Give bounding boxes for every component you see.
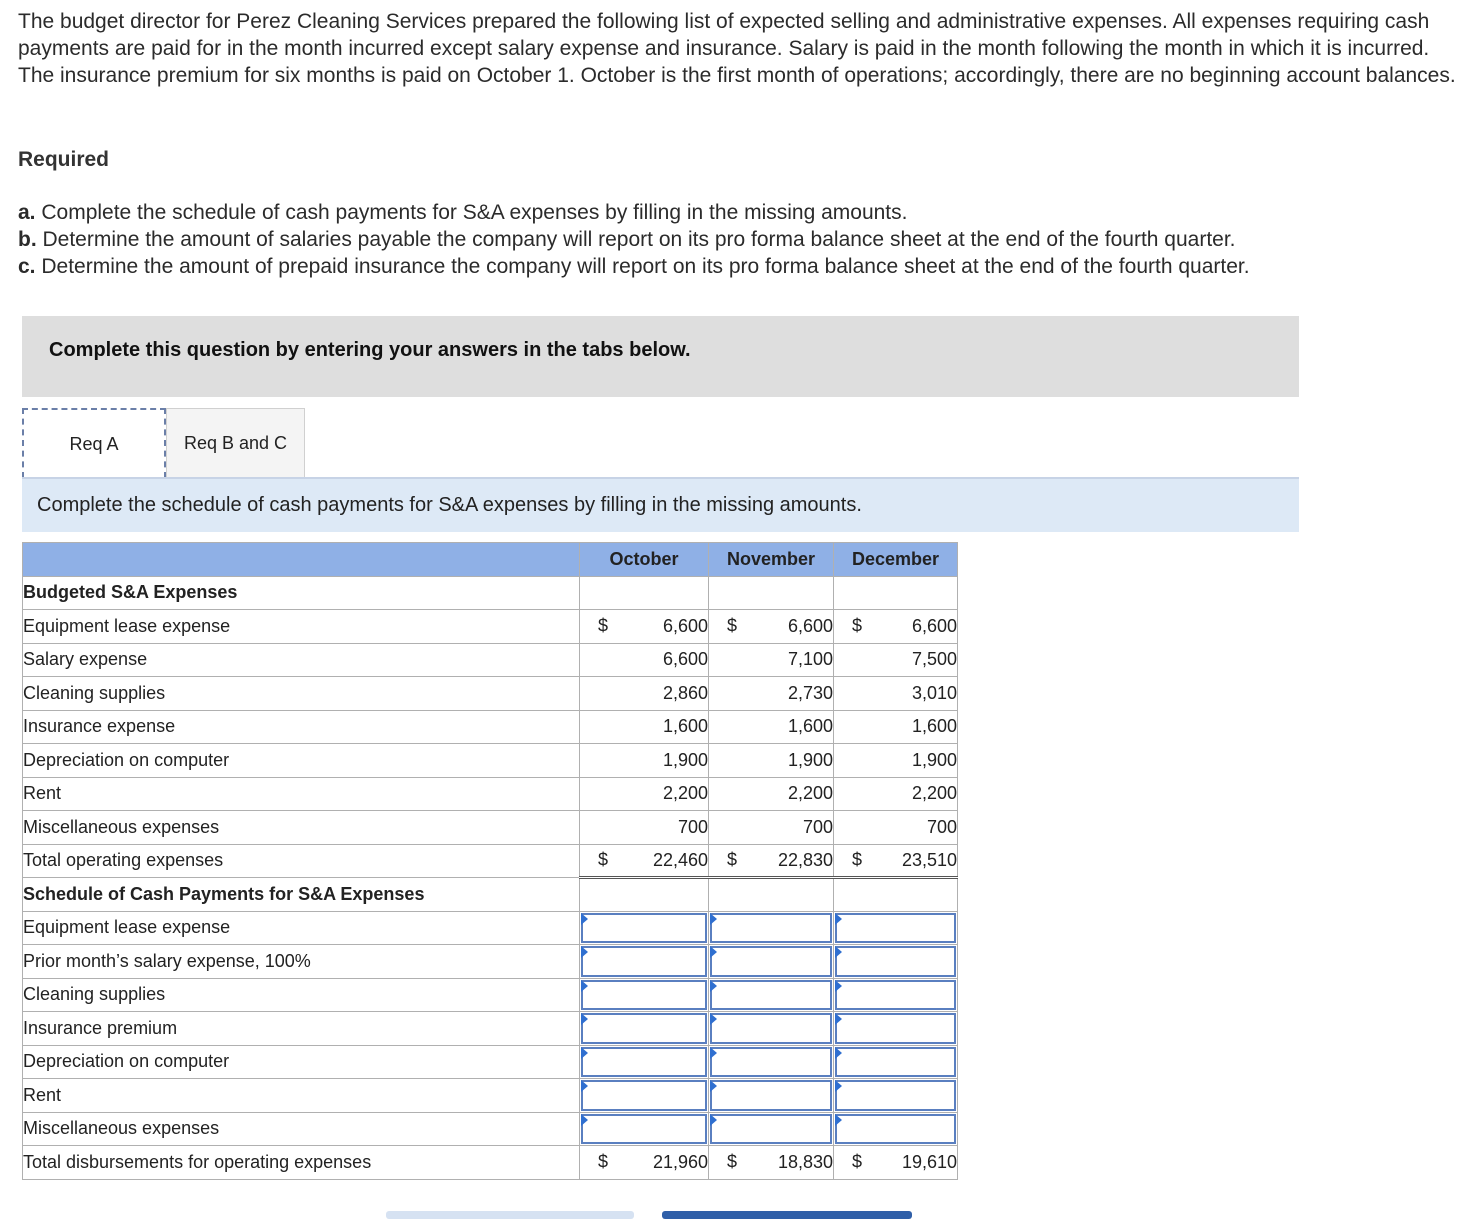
dollar-sign: $ xyxy=(727,1151,738,1172)
table-row xyxy=(23,1012,958,1046)
amount-input[interactable] xyxy=(835,1013,956,1044)
header-october: October xyxy=(580,543,709,577)
empty-cell xyxy=(580,878,709,912)
requirements-list xyxy=(18,199,1250,280)
dollar-sign: $ xyxy=(852,615,863,636)
table-row xyxy=(23,878,958,912)
cell xyxy=(834,710,958,744)
row-label: Equipment lease expense xyxy=(23,610,580,644)
cell-value: 700 xyxy=(677,816,708,837)
total-disbursements-december xyxy=(834,1146,958,1180)
row-label: Depreciation on computer xyxy=(23,1045,580,1079)
cell xyxy=(709,677,834,711)
amount-input[interactable] xyxy=(710,913,832,944)
tab-req-a[interactable]: Req A xyxy=(22,408,166,478)
cell xyxy=(580,710,709,744)
empty-cell xyxy=(834,878,958,912)
input-cell-december xyxy=(834,1079,958,1113)
prev-tab-button[interactable] xyxy=(386,1211,634,1219)
row-label: Cleaning supplies xyxy=(23,677,580,711)
input-cell-november xyxy=(709,978,834,1012)
input-cell-november xyxy=(709,1045,834,1079)
input-cell-december xyxy=(834,978,958,1012)
cell-value: 1,900 xyxy=(787,749,833,770)
cell-value: 700 xyxy=(926,816,957,837)
amount-input[interactable] xyxy=(835,1047,956,1078)
cell xyxy=(834,610,958,644)
input-cell-november xyxy=(709,911,834,945)
dollar-sign: $ xyxy=(598,1151,609,1172)
amount-input[interactable] xyxy=(581,946,707,977)
cell xyxy=(834,844,958,878)
input-cell-december xyxy=(834,1045,958,1079)
amount-input[interactable] xyxy=(581,1047,707,1078)
row-label: Depreciation on computer xyxy=(23,744,580,778)
input-marker-icon xyxy=(581,913,588,925)
total-disbursements-label: Total disbursements for operating expenses xyxy=(23,1146,580,1180)
table-row xyxy=(23,744,958,778)
table-row xyxy=(23,610,958,644)
cell-value: 7,100 xyxy=(787,649,833,670)
row-label: Salary expense xyxy=(23,643,580,677)
header-blank xyxy=(23,543,580,577)
cell-value: 18,830 xyxy=(777,1151,833,1172)
cell-value: 7,500 xyxy=(911,649,957,670)
dollar-sign: $ xyxy=(727,849,738,870)
cell-value: 22,460 xyxy=(652,849,708,870)
input-marker-icon xyxy=(710,913,717,925)
cell-value: 2,860 xyxy=(662,682,708,703)
requirement-c: c. Determine the amount of prepaid insurance the company will report on its pro forma balance sheet at the end of the fourth quarter. xyxy=(18,255,1250,278)
cell-value: 3,010 xyxy=(911,682,957,703)
tab-req-b-and-c[interactable]: Req B and C xyxy=(166,408,305,478)
table-row xyxy=(23,777,958,811)
total-disbursements-november xyxy=(709,1146,834,1180)
cell xyxy=(709,744,834,778)
table-row xyxy=(23,643,958,677)
header-december: December xyxy=(834,543,958,577)
amount-input[interactable] xyxy=(581,1080,707,1111)
amount-input[interactable] xyxy=(835,1114,956,1145)
cell-value: 2,730 xyxy=(787,682,833,703)
dollar-sign: $ xyxy=(852,849,863,870)
requirement-b: b. Determine the amount of salaries payable the company will report on its pro forma balance sheet at the end of the fourth quarter. xyxy=(18,228,1236,251)
input-marker-icon xyxy=(835,980,842,992)
input-cell-october xyxy=(580,1012,709,1046)
cell xyxy=(580,643,709,677)
cell-value: 21,960 xyxy=(652,1151,708,1172)
row-label: Prior month’s salary expense, 100% xyxy=(23,945,580,979)
cell-value: 1,600 xyxy=(662,716,708,737)
amount-input[interactable] xyxy=(710,946,832,977)
banner-text: Complete this question by entering your answers in the tabs below. xyxy=(49,339,691,361)
schedule-heading: Schedule of Cash Payments for S&A Expenses xyxy=(23,878,580,912)
input-cell-october xyxy=(580,978,709,1012)
input-marker-icon xyxy=(581,1013,588,1025)
input-marker-icon xyxy=(581,946,588,958)
empty-cell xyxy=(580,576,709,610)
cell-value: 6,600 xyxy=(787,615,833,636)
table-row xyxy=(23,710,958,744)
input-cell-december xyxy=(834,1012,958,1046)
input-cell-october xyxy=(580,1045,709,1079)
input-marker-icon xyxy=(835,946,842,958)
input-marker-icon xyxy=(581,980,588,992)
dollar-sign: $ xyxy=(852,1151,863,1172)
row-label: Insurance expense xyxy=(23,710,580,744)
empty-cell xyxy=(709,576,834,610)
tab-instruction-box xyxy=(22,479,1299,532)
dollar-sign: $ xyxy=(727,615,738,636)
empty-cell xyxy=(709,878,834,912)
schedule-rows xyxy=(23,911,958,1146)
input-marker-icon xyxy=(835,1114,842,1126)
input-marker-icon xyxy=(835,1013,842,1025)
cell xyxy=(580,677,709,711)
input-cell-november xyxy=(709,1012,834,1046)
total-disbursements-row xyxy=(23,1146,958,1180)
input-marker-icon xyxy=(710,1013,717,1025)
cell-value: 2,200 xyxy=(787,783,833,804)
amount-input[interactable] xyxy=(835,980,956,1011)
required-heading: Required xyxy=(18,148,110,171)
input-marker-icon xyxy=(835,1080,842,1092)
instructions-banner xyxy=(22,316,1299,397)
budget-rows xyxy=(23,610,958,878)
table-row xyxy=(23,978,958,1012)
amount-input[interactable] xyxy=(581,1013,707,1044)
input-marker-icon xyxy=(710,946,717,958)
cell-value: 19,610 xyxy=(901,1151,957,1172)
cell xyxy=(580,744,709,778)
input-cell-december xyxy=(834,1112,958,1146)
amount-input[interactable] xyxy=(710,980,832,1011)
cell xyxy=(709,710,834,744)
cell xyxy=(580,777,709,811)
cell-value: 700 xyxy=(802,816,833,837)
amount-input[interactable] xyxy=(581,913,707,944)
amount-input[interactable] xyxy=(710,1080,832,1111)
dollar-sign: $ xyxy=(598,849,609,870)
cell xyxy=(834,777,958,811)
amount-input[interactable] xyxy=(835,946,956,977)
cell-value: 2,200 xyxy=(911,783,957,804)
cell xyxy=(834,811,958,845)
cell xyxy=(709,610,834,644)
cell xyxy=(580,610,709,644)
input-cell-november xyxy=(709,945,834,979)
problem-intro: The budget director for Perez Cleaning Services prepared the following list of expected selling and administrative expenses. All expenses requiring cash payments are paid for in the month incurred except salary expense and insurance. Salary is paid in the month following the month in which it is incurred. The insurance premium for six months is paid on October 1. October is the first month of operations; accordingly, there are no beginning account balances. xyxy=(18,10,1456,87)
input-cell-december xyxy=(834,911,958,945)
tab-instruction-text: Complete the schedule of cash payments for S&A expenses by filling in the missing amounts. xyxy=(37,494,862,516)
cell xyxy=(580,811,709,845)
input-cell-november xyxy=(709,1112,834,1146)
cell-value: 6,600 xyxy=(662,649,708,670)
input-marker-icon xyxy=(710,1047,717,1059)
row-label: Miscellaneous expenses xyxy=(23,811,580,845)
input-marker-icon xyxy=(710,1080,717,1092)
total-disbursements-october xyxy=(580,1146,709,1180)
amount-input[interactable] xyxy=(835,913,956,944)
input-marker-icon xyxy=(581,1114,588,1126)
table-row xyxy=(23,576,958,610)
row-label: Miscellaneous expenses xyxy=(23,1112,580,1146)
table-row xyxy=(23,911,958,945)
input-cell-december xyxy=(834,945,958,979)
budget-heading: Budgeted S&A Expenses xyxy=(23,576,580,610)
cell xyxy=(709,811,834,845)
input-cell-october xyxy=(580,911,709,945)
input-cell-october xyxy=(580,1112,709,1146)
input-cell-october xyxy=(580,945,709,979)
table-row xyxy=(23,945,958,979)
table-row xyxy=(23,844,958,878)
next-tab-button[interactable] xyxy=(662,1211,912,1219)
input-cell-november xyxy=(709,1079,834,1113)
table-row xyxy=(23,1112,958,1146)
table-row xyxy=(23,677,958,711)
cell-value: 2,200 xyxy=(662,783,708,804)
table-row xyxy=(23,811,958,845)
amount-input[interactable] xyxy=(710,1114,832,1145)
input-marker-icon xyxy=(835,913,842,925)
cell xyxy=(580,844,709,878)
header-november: November xyxy=(709,543,834,577)
amount-input[interactable] xyxy=(710,1047,832,1078)
cell xyxy=(834,744,958,778)
cell xyxy=(709,777,834,811)
row-label: Rent xyxy=(23,1079,580,1113)
row-label: Insurance premium xyxy=(23,1012,580,1046)
cell xyxy=(709,643,834,677)
input-marker-icon xyxy=(710,1114,717,1126)
row-label: Cleaning supplies xyxy=(23,978,580,1012)
schedule-table xyxy=(22,542,958,1180)
cell-value: 1,900 xyxy=(662,749,708,770)
input-cell-october xyxy=(580,1079,709,1113)
row-label: Rent xyxy=(23,777,580,811)
input-marker-icon xyxy=(835,1047,842,1059)
row-label: Equipment lease expense xyxy=(23,911,580,945)
cell-value: 6,600 xyxy=(662,615,708,636)
dollar-sign: $ xyxy=(598,615,609,636)
cell-value: 23,510 xyxy=(901,849,957,870)
requirement-a: a. Complete the schedule of cash payments for S&A expenses by filling in the missing amounts. xyxy=(18,201,908,224)
empty-cell xyxy=(834,576,958,610)
input-marker-icon xyxy=(581,1080,588,1092)
cell-value: 22,830 xyxy=(777,849,833,870)
cell xyxy=(709,844,834,878)
cell-value: 1,900 xyxy=(911,749,957,770)
table-row xyxy=(23,1079,958,1113)
cell xyxy=(834,643,958,677)
amount-input[interactable] xyxy=(581,980,707,1011)
table-row xyxy=(23,1045,958,1079)
cell-value: 6,600 xyxy=(911,615,957,636)
input-marker-icon xyxy=(581,1047,588,1059)
amount-input[interactable] xyxy=(835,1080,956,1111)
header-row xyxy=(23,543,958,577)
amount-input[interactable] xyxy=(710,1013,832,1044)
cell xyxy=(834,677,958,711)
cell-value: 1,600 xyxy=(787,716,833,737)
row-label: Total operating expenses xyxy=(23,844,580,878)
input-marker-icon xyxy=(710,980,717,992)
amount-input[interactable] xyxy=(581,1114,707,1145)
cell-value: 1,600 xyxy=(911,716,957,737)
